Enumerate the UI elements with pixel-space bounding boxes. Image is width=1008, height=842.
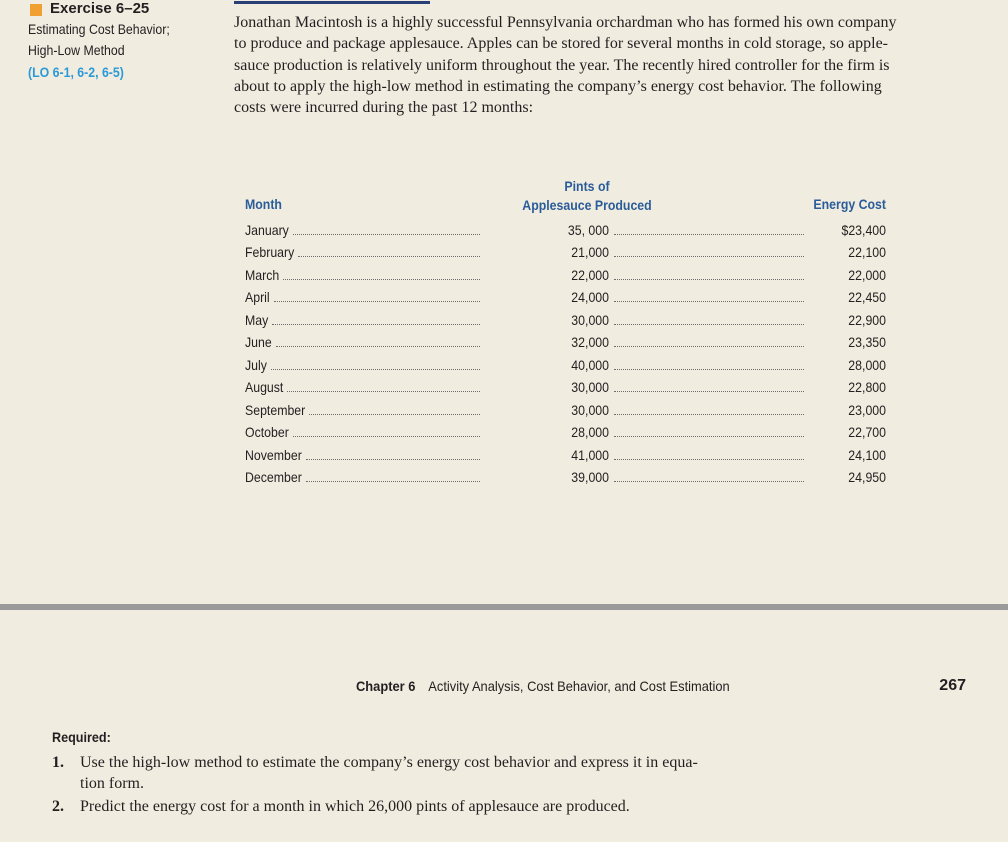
- cell-month: April: [245, 289, 270, 305]
- table-row: [0, 334, 1008, 356]
- chapter-footer: [356, 678, 730, 694]
- page-divider: [0, 604, 1008, 610]
- dot-leader: [276, 346, 480, 347]
- required-label: Required:: [52, 729, 111, 745]
- required-item-line: tion form.: [80, 775, 144, 792]
- header-pints-line-2: Applesauce Produced: [522, 197, 652, 213]
- cell-pints: 41,000: [571, 447, 609, 463]
- dot-leader: [614, 481, 804, 482]
- cell-energy-cost: 28,000: [848, 357, 886, 373]
- dot-leader: [614, 391, 804, 392]
- cell-pints: 39,000: [571, 469, 609, 485]
- cell-month: December: [245, 469, 302, 485]
- intro-line: costs were incurred during the past 12 months:: [234, 99, 534, 117]
- cell-pints: 35, 000: [567, 222, 609, 238]
- table-row: [0, 289, 1008, 311]
- dot-leader: [287, 391, 480, 392]
- cell-month: May: [245, 312, 269, 328]
- cell-month: October: [245, 424, 289, 440]
- header-pints-line-1: Pints of: [564, 178, 610, 194]
- cell-month: February: [245, 244, 295, 260]
- cell-pints: 22,000: [571, 267, 609, 283]
- table-row: [0, 469, 1008, 491]
- dot-leader: [614, 369, 804, 370]
- exercise-subtitle-line-2: High-Low Method: [28, 42, 125, 58]
- dot-leader: [614, 279, 804, 280]
- cell-month: June: [245, 334, 272, 350]
- cell-energy-cost: 22,900: [848, 312, 886, 328]
- cell-pints: 30,000: [571, 379, 609, 395]
- learning-objectives: (LO 6-1, 6-2, 6-5): [28, 64, 124, 80]
- intro-line: Jonathan Macintosh is a highly successful Pennsylvania orchardman who has formed his own company: [234, 14, 897, 31]
- table-row: [0, 244, 1008, 266]
- dot-leader: [614, 436, 804, 437]
- cell-month: July: [245, 357, 267, 373]
- table-row: [0, 402, 1008, 424]
- cell-month: September: [245, 402, 306, 418]
- required-item-number: 2.: [52, 798, 64, 815]
- dot-leader: [306, 481, 480, 482]
- cell-energy-cost: 24,950: [848, 469, 886, 485]
- cell-pints: 40,000: [571, 357, 609, 373]
- intro-line: sauce production is relatively uniform throughout the year. The recently hired controller for the firm is: [234, 56, 890, 74]
- cell-energy-cost: $23,400: [841, 222, 886, 238]
- dot-leader: [298, 256, 480, 257]
- exercise-marker-icon: [30, 4, 42, 16]
- cell-energy-cost: 22,450: [848, 289, 886, 305]
- table-row: [0, 379, 1008, 401]
- dot-leader: [614, 346, 804, 347]
- cell-energy-cost: 24,100: [848, 447, 886, 463]
- exercise-subtitle-line-1: Estimating Cost Behavior;: [28, 21, 170, 37]
- dot-leader: [271, 369, 480, 370]
- required-item-number: 1.: [52, 754, 64, 771]
- required-item-text: [80, 752, 780, 794]
- cell-pints: 24,000: [571, 289, 609, 305]
- cell-pints: 28,000: [571, 424, 609, 440]
- required-item-2: [52, 796, 812, 818]
- table-row: [0, 267, 1008, 289]
- cell-energy-cost: 22,100: [848, 244, 886, 260]
- intro-line: about to apply the high-low method in estimating the company’s energy cost behavior. The following: [234, 77, 882, 95]
- header-energy-cost: Energy Cost: [813, 196, 886, 212]
- cell-energy-cost: 23,350: [848, 334, 886, 350]
- intro-line: to produce and package applesauce. Apples can be stored for several months in cold storage, so apple-: [234, 35, 888, 53]
- dot-leader: [614, 301, 804, 302]
- chapter-label: Chapter 6: [356, 678, 416, 694]
- cell-month: November: [245, 447, 302, 463]
- exercise-title: Exercise 6–25: [50, 0, 150, 17]
- required-item-line: Predict the energy cost for a month in which 26,000 pints of applesauce are produced.: [80, 798, 630, 815]
- header-month: Month: [245, 196, 282, 212]
- cell-pints: 30,000: [571, 312, 609, 328]
- cell-month: August: [245, 379, 284, 395]
- dot-leader: [283, 279, 480, 280]
- table-row: [0, 447, 1008, 469]
- table-row: [0, 424, 1008, 446]
- table-row: [0, 357, 1008, 379]
- page-number: 267: [939, 677, 966, 694]
- cell-pints: 32,000: [571, 334, 609, 350]
- required-item-text: [80, 796, 780, 817]
- dot-leader: [293, 234, 480, 235]
- required-item-line: Use the high-low method to estimate the company’s energy cost behavior and express it in equa-: [80, 754, 698, 771]
- dot-leader: [306, 459, 480, 460]
- cell-energy-cost: 22,000: [848, 267, 886, 283]
- cell-pints: 30,000: [571, 402, 609, 418]
- required-item-1: [52, 752, 812, 796]
- cell-month: January: [245, 222, 289, 238]
- cell-pints: 21,000: [571, 244, 609, 260]
- dot-leader: [614, 459, 804, 460]
- dot-leader: [614, 414, 804, 415]
- dot-leader: [614, 234, 804, 235]
- cell-energy-cost: 22,800: [848, 379, 886, 395]
- top-rule: [234, 1, 430, 4]
- intro-paragraph: [234, 12, 944, 118]
- cell-month: March: [245, 267, 280, 283]
- dot-leader: [272, 324, 480, 325]
- dot-leader: [614, 324, 804, 325]
- cell-energy-cost: 22,700: [848, 424, 886, 440]
- cell-energy-cost: 23,000: [848, 402, 886, 418]
- chapter-title: Activity Analysis, Cost Behavior, and Cost Estimation: [428, 678, 730, 694]
- dot-leader: [274, 301, 480, 302]
- header-pints: [477, 177, 697, 215]
- dot-leader: [614, 256, 804, 257]
- table-row: [0, 222, 1008, 244]
- dot-leader: [293, 436, 480, 437]
- table-row: [0, 312, 1008, 334]
- dot-leader: [309, 414, 480, 415]
